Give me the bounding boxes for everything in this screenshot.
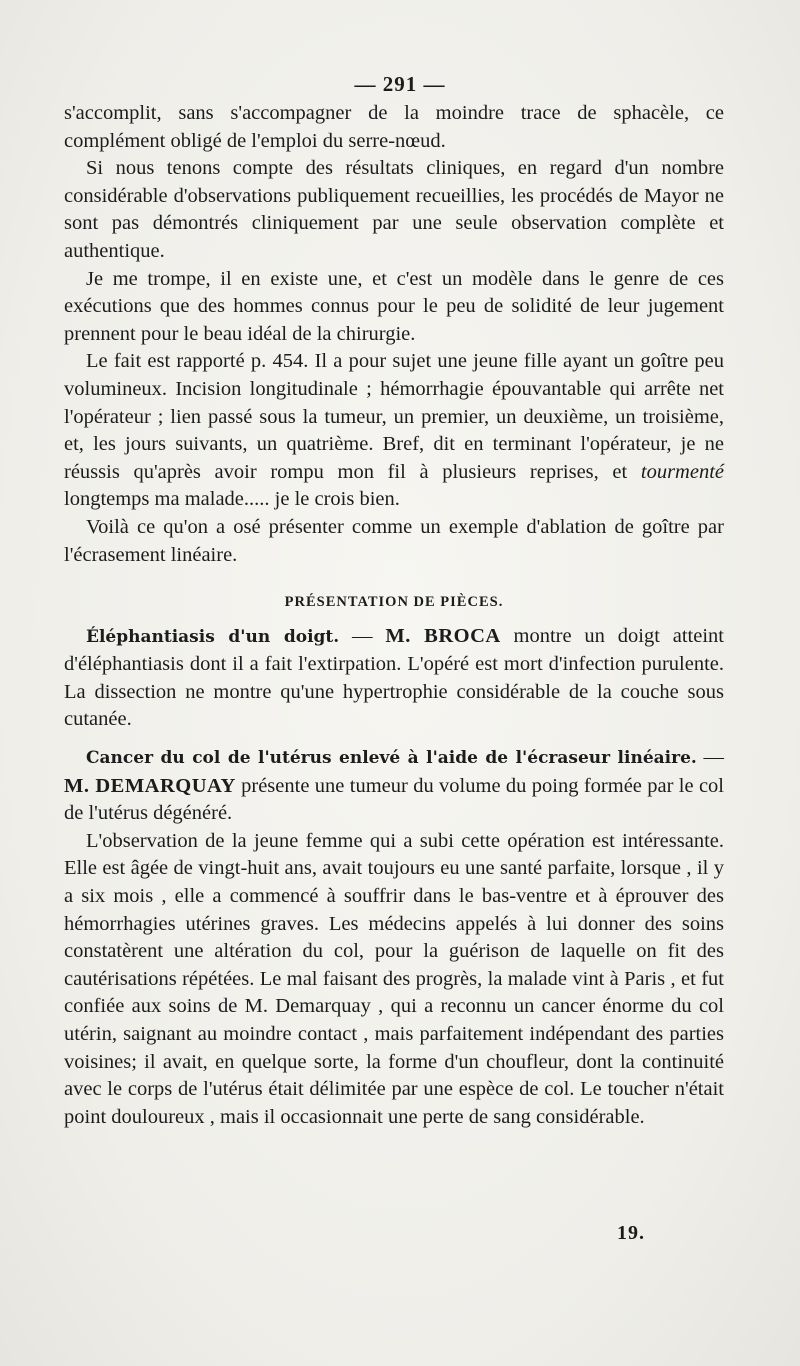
paragraph: Si nous tenons compte des résultats cliniques, en regard d'un nombre considérable d'observations publiquement recueillies, les procédés de Mayor ne sont pas démontrés cliniquement par une seule observation complète et authentique. xyxy=(64,157,724,262)
section-title: PRÉSENTATION DE PIÈCES. xyxy=(284,594,504,611)
signature-mark: 19. xyxy=(617,1222,645,1244)
paragraph: Je me trompe, il en existe une, et c'est un modèle dans le genre de ces exécutions que des hommes connus pour le peu de solidité de leur jugement prennent pour le beau idéal de la chirurgie. xyxy=(64,267,724,345)
item-text: présente une tumeur du volume du poing formée par le col de l'utérus dégénéré. xyxy=(64,774,724,825)
paragraph: s'accomplit, sans s'accompagner de la moindre trace de sphacèle, ce complément obligé de l'emploi du serre-nœud. xyxy=(64,102,724,152)
item-dash: — xyxy=(339,624,386,647)
item-cancer xyxy=(64,744,724,828)
page-number-header: — 291 — xyxy=(354,72,446,96)
paragraph: Voilà ce qu'on a osé présenter comme un exemple d'ablation de goître par l'écrasement linéaire. xyxy=(64,515,724,566)
item-text: montre un doigt atteint d'éléphantiasis dont il a fait l'extirpation. L'opéré est mort d'infection purulente. La dissection ne montre qu'une hypertrophie considérable de la couche sous cutanée. xyxy=(64,624,724,731)
emphasis-text: tourmenté xyxy=(640,460,724,483)
item-dash: — xyxy=(696,746,724,769)
paragraph: L'observation de la jeune femme qui a subi cette opération est intéressante. Elle est âgée de vingt-huit ans, avait toujours eu une santé parfaite, lorsque , il y a six mois , elle a commencé à souffrir dans le bas-ventre et à éprouver des hémorrhagies utérines graves. Les médecins appelés à lui donner des soins constatèrent une altération du col, pour la guérison de laquelle on fit des cautérisations répétées. Le mal faisant des progrès, la malade vint à Paris , et fut confiée aux soins de M. Demarquay , qui a reconnu un cancer énorme du col utérin, saignant au moindre contact , mais parfaitement indépendant des parties voisines; il avait, en quelque sorte, la forme d'un choufleur, dont la continuité avec le corps de l'utérus était délimitée par une espèce de col. Le toucher n'était point douloureux , mais il occasionnait une perte de sang considérable. xyxy=(64,829,724,1128)
paragraph xyxy=(64,348,724,514)
item-eleph xyxy=(64,623,724,734)
item-lead: Éléphantiasis d'un doigt. xyxy=(86,626,340,647)
item-author: M. BROCA xyxy=(385,624,501,647)
paragraph-text: Le fait est rapporté p. 454. Il a pour sujet une jeune fille ayant un goître peu volumineux. Incision longitudinale ; hémorrhagie épouvantable qui arrête net l'opérateur ; lien passé sous la tumeur, un premier, un deuxième, un troisième, et, les jours suivants, un quatrième. Bref, dit en terminant l'opérateur, je ne réussis qu'après avoir rompu mon fil à plusieurs reprises, et xyxy=(64,350,724,483)
paragraph-text: longtemps ma malade..... je le crois bien. xyxy=(64,488,400,511)
item-lead: Cancer du col de l'utérus enlevé à l'aide de l'écraseur linéaire. xyxy=(86,748,697,769)
item-author: M. DEMARQUAY xyxy=(64,774,236,797)
body-text xyxy=(64,100,724,1131)
